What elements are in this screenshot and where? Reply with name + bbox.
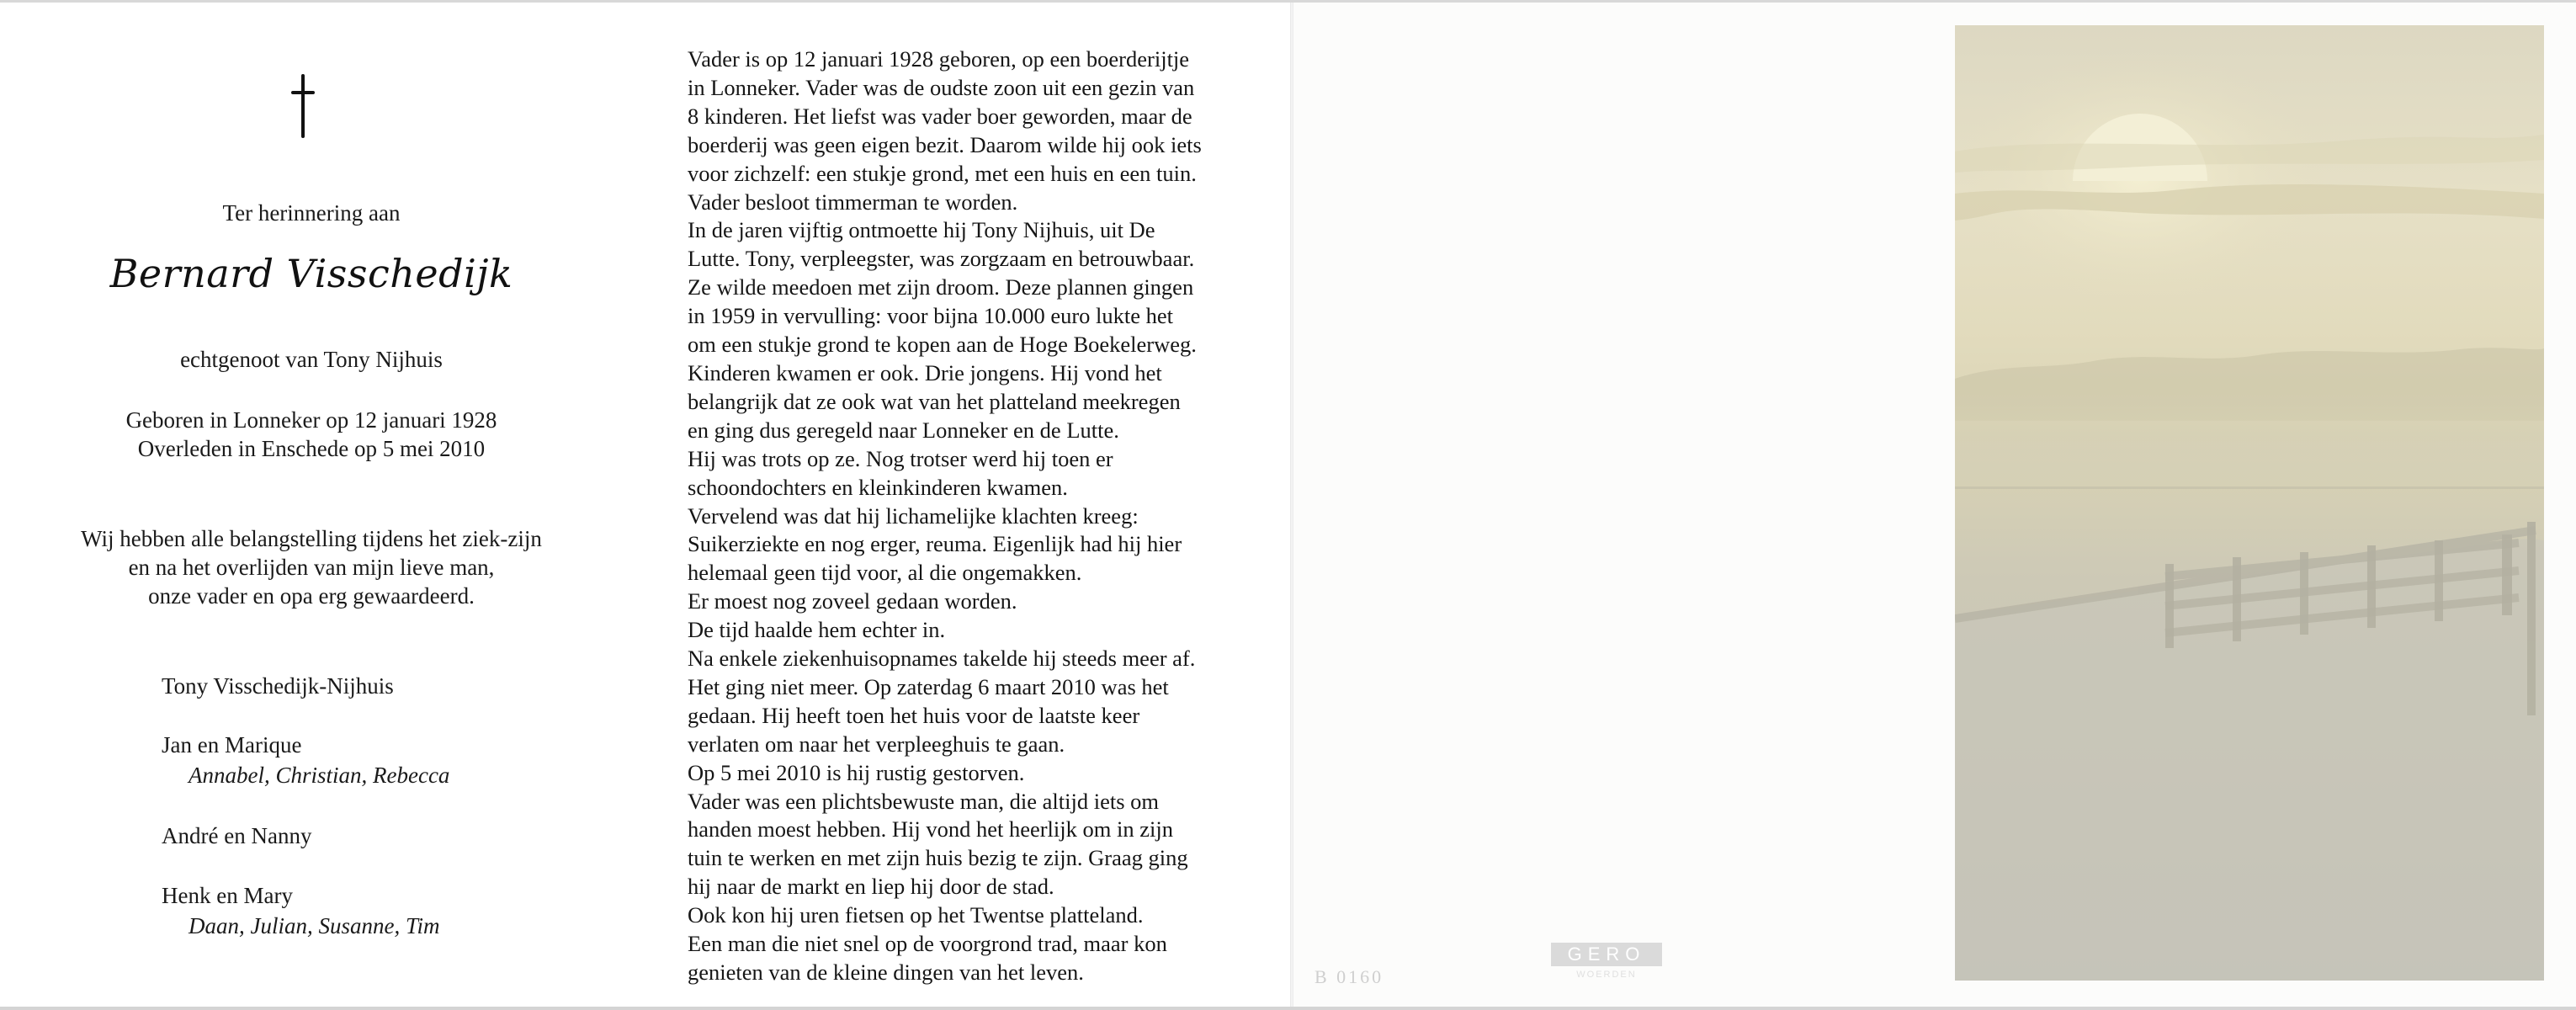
story-line: Op 5 mei 2010 is hij rustig gestorven. xyxy=(688,759,1025,785)
story-line: gedaan. Hij heeft toen het huis voor de laatste keer xyxy=(688,702,1140,728)
story-line: Hij was trots op ze. Nog trotser werd hij toen er xyxy=(688,445,1113,471)
story-line: en ging dus geregeld naar Lonneker en de Lutte. xyxy=(688,417,1119,443)
grandchildren-names: Annabel, Christian, Rebecca xyxy=(189,763,450,788)
story-line: Het ging niet meer. Op zaterdag 6 maart 2010 was het xyxy=(688,673,1169,699)
story-line: Ook kon hij uren fietsen op het Twentse platteland. xyxy=(688,902,1144,928)
story-line: Na enkele ziekenhuisopnames takelde hij steeds meer af. xyxy=(688,646,1196,672)
story-line: boerderij was geen eigen bezit. Daarom wilde hij ook iets xyxy=(688,131,1202,157)
story-line: Vervelend was dat hij lichamelijke klachten kreeg: xyxy=(688,502,1139,529)
family-names: Jan en Marique xyxy=(162,732,302,758)
deceased-name: Bernard Visschedijk xyxy=(109,251,513,296)
family-names: Henk en Mary xyxy=(162,883,293,908)
spouse-text: echtgenoot van Tony Nijhuis xyxy=(180,347,443,372)
story-line: in 1959 in vervulling: voor bijna 10.000 euro lukte het xyxy=(688,303,1174,329)
thanks-line: onze vader en opa erg gewaardeerd. xyxy=(148,583,475,609)
thanks-line: en na het overlijden van mijn lieve man, xyxy=(128,555,495,580)
story-line: Er moest nog zoveel gedaan worden. xyxy=(688,588,1017,614)
story-line: Een man die niet snel op de voorgrond trad, maar kon xyxy=(688,931,1167,957)
story-line: helemaal geen tijd voor, al die ongemakken. xyxy=(688,560,1082,586)
sunset-fence-photo xyxy=(1955,25,2544,981)
story-line: tuin te werken en met zijn huis bezig te zijn. Graag ging xyxy=(688,845,1188,871)
card-code: B 0160 xyxy=(1315,966,1384,987)
story-line: Suikerziekte en nog erger, reuma. Eigenlijk had hij hier xyxy=(688,531,1182,557)
story-line: In de jaren vijftig ontmoette hij Tony Nijhuis, uit De xyxy=(688,217,1155,243)
story-line: in Lonneker. Vader was de oudste zoon uit een gezin van xyxy=(688,74,1195,100)
life-story xyxy=(688,45,1293,987)
story-line: De tijd haalde hem echter in. xyxy=(688,617,946,643)
story-line: Vader is op 12 januari 1928 geboren, op een boerderijtje xyxy=(688,46,1190,72)
cross-icon xyxy=(286,74,320,138)
card-edge-top xyxy=(0,0,2576,3)
story-line: verlaten om naar het verpleeghuis te gaan. xyxy=(688,731,1065,757)
story-line: 8 kinderen. Het liefst was vader boer geworden, maar de xyxy=(688,103,1192,129)
story-line: schoondochters en kleinkinderen kwamen. xyxy=(688,474,1068,500)
died-text: Overleden in Enschede op 5 mei 2010 xyxy=(137,436,486,461)
story-line: genieten van de kleine dingen van het leven. xyxy=(688,960,1084,985)
story-line: hij naar de markt en liep hij door de stad. xyxy=(688,874,1054,900)
card-edge-bottom xyxy=(0,1007,2576,1010)
born-text: Geboren in Lonneker op 12 januari 1928 xyxy=(125,407,497,433)
family-names: André en Nanny xyxy=(162,823,312,848)
story-line: Vader was een plichtsbewuste man, die altijd iets om xyxy=(688,788,1160,814)
story-line: om een stukje grond te kopen aan de Hoge Boekelerweg. xyxy=(688,332,1197,358)
story-line: Lutte. Tony, verpleegster, was zorgzaam en betrouwbaar. xyxy=(688,246,1195,272)
story-line: Kinderen kwamen er ook. Drie jongens. Hij vond het xyxy=(688,359,1162,385)
printer-logo: GERO xyxy=(1551,943,1662,966)
intro-text: Ter herinnering aan xyxy=(222,200,401,226)
story-line: voor zichzelf: een stukje grond, met een huis en een tuin. xyxy=(688,160,1197,186)
story-line: Vader besloot timmerman te worden. xyxy=(688,189,1018,215)
thanks-line: Wij hebben alle belangstelling tijdens het ziek-zijn xyxy=(81,526,542,551)
grandchildren-names: Daan, Julian, Susanne, Tim xyxy=(189,913,440,938)
story-line: Ze wilde meedoen met zijn droom. Deze plannen gingen xyxy=(688,274,1194,300)
story-line: belangrijk dat ze ook wat van het platteland meekregen xyxy=(688,388,1181,414)
printer-logo-subtitle: WOERDEN xyxy=(1576,970,1637,980)
family-names: Tony Visschedijk-Nijhuis xyxy=(162,673,394,699)
story-line: handen moest hebben. Hij vond het heerlijk om in zijn xyxy=(688,816,1173,843)
